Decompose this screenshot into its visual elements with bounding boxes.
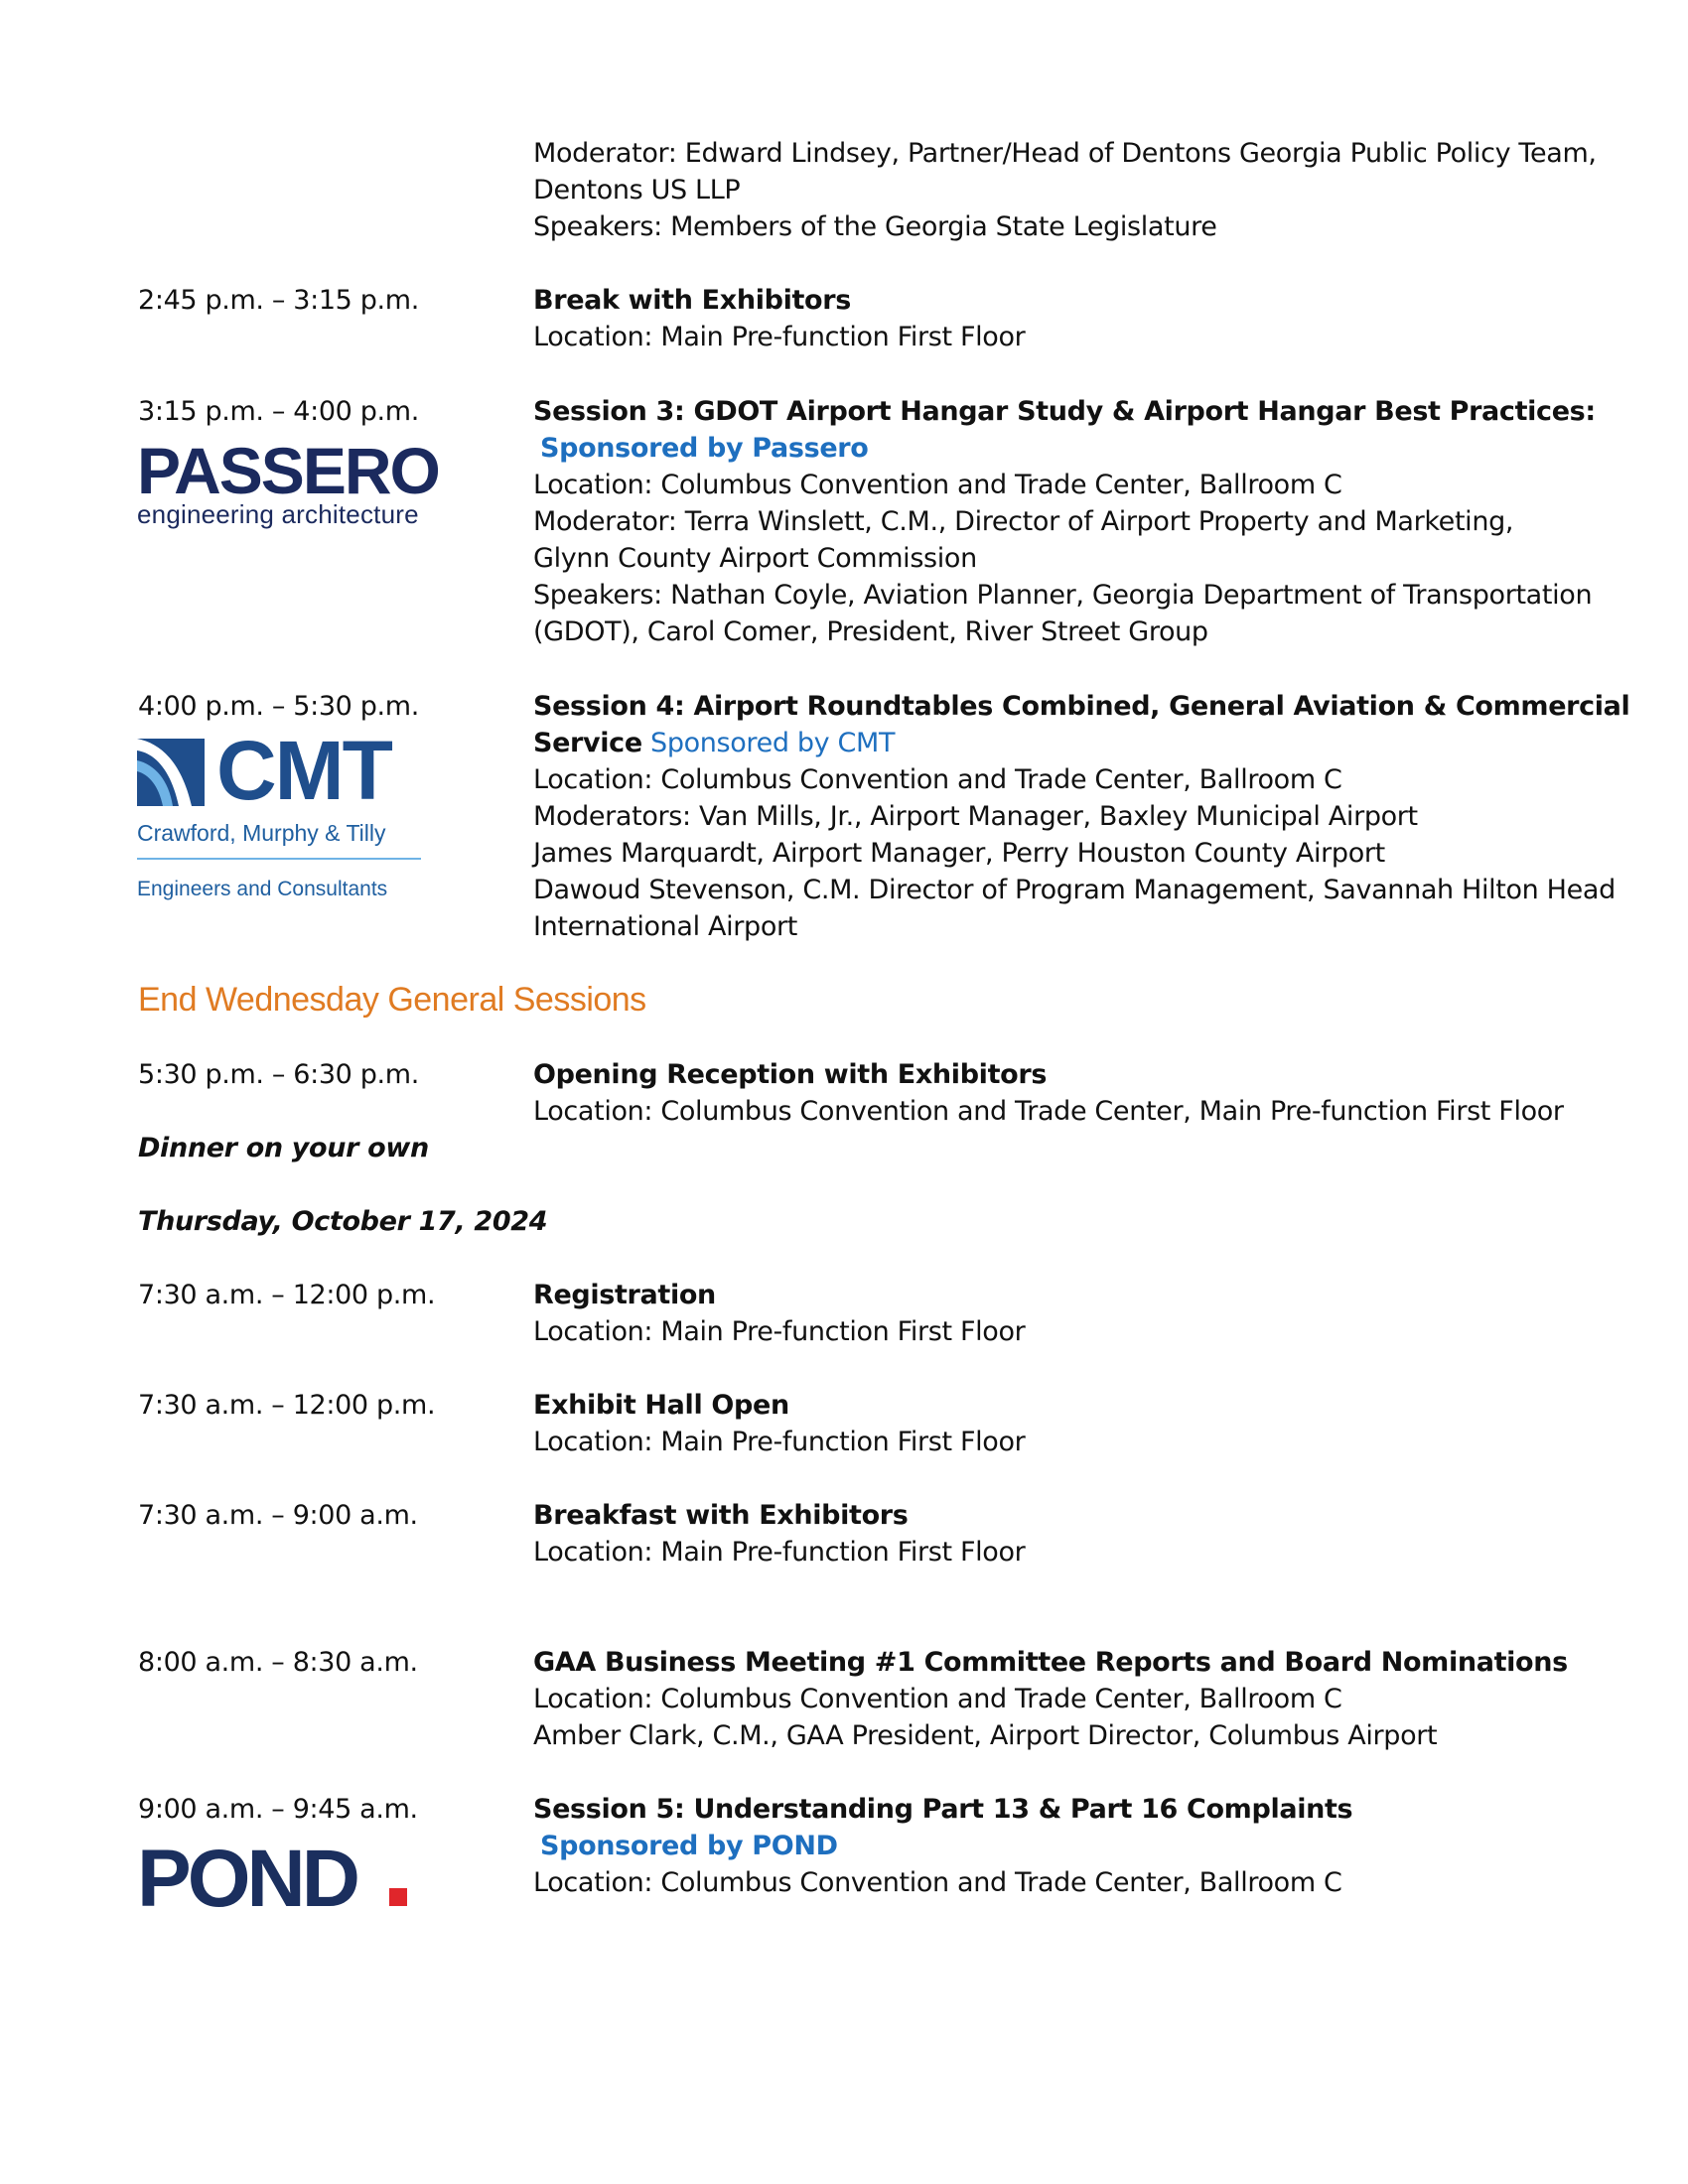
section-heading: End Wednesday General Sessions	[138, 981, 646, 1019]
cmt-divider	[137, 858, 421, 860]
passero-wordmark: PASSERO	[137, 434, 439, 507]
session4-location: Location: Columbus Convention and Trade Center, Ballroom C	[533, 764, 1342, 795]
session4-title-cont	[533, 725, 895, 761]
session4-moderator: Dawoud Stevenson, C.M. Director of Program Management, Savannah Hilton Head	[533, 875, 1616, 905]
business-time: 8:00 a.m. – 8:30 a.m.	[138, 1647, 418, 1678]
reception-time: 5:30 p.m. – 6:30 p.m.	[138, 1059, 419, 1090]
reception-location: Location: Columbus Convention and Trade Center, Main Pre-function First Floor	[533, 1096, 1564, 1127]
session3-location: Location: Columbus Convention and Trade Center, Ballroom C	[533, 470, 1342, 500]
breakfast-title: Breakfast with Exhibitors	[533, 1500, 909, 1531]
reception-title: Opening Reception with Exhibitors	[533, 1059, 1048, 1090]
break-title: Break with Exhibitors	[533, 285, 851, 316]
break-location: Location: Main Pre-function First Floor	[533, 322, 1026, 352]
cmt-subtitle: Engineers and Consultants	[137, 878, 388, 900]
session5-title: Session 5: Understanding Part 13 & Part 16 Complaints	[533, 1794, 1353, 1825]
pond-accent-square	[389, 1888, 407, 1906]
break-time: 2:45 p.m. – 3:15 p.m.	[138, 285, 419, 316]
session3-time: 3:15 p.m. – 4:00 p.m.	[138, 396, 419, 427]
moderator-line: Moderator: Edward Lindsey, Partner/Head of Dentons Georgia Public Policy Team,	[533, 138, 1597, 169]
cmt-logo	[137, 724, 425, 907]
session3-speakers: Speakers: Nathan Coyle, Aviation Planner, Georgia Department of Transportation	[533, 580, 1593, 611]
session4-moderator: Moderators: Van Mills, Jr., Airport Manager, Baxley Municipal Airport	[533, 801, 1418, 832]
cmt-wordmark: CMT	[216, 724, 391, 817]
speakers-line: Speakers: Members of the Georgia State Legislature	[533, 211, 1217, 242]
breakfast-location: Location: Main Pre-function First Floor	[533, 1537, 1026, 1568]
session3-moderator: Glynn County Airport Commission	[533, 543, 977, 574]
session3-speakers: (GDOT), Carol Comer, President, River Street Group	[533, 616, 1208, 647]
session4-sponsor: Sponsored by CMT	[650, 728, 896, 758]
moderator-line: Dentons US LLP	[533, 175, 741, 205]
pond-wordmark: POND	[137, 1834, 356, 1924]
session4-time: 4:00 p.m. – 5:30 p.m.	[138, 691, 419, 722]
session4-title: Session 4: Airport Roundtables Combined, General Aviation & Commercial	[533, 691, 1630, 722]
exhibit-title: Exhibit Hall Open	[533, 1390, 789, 1421]
dinner-note: Dinner on your own	[138, 1133, 429, 1163]
business-person: Amber Clark, C.M., GAA President, Airport Director, Columbus Airport	[533, 1720, 1438, 1751]
session3-title: Session 3: GDOT Airport Hangar Study & Airport Hangar Best Practices:	[533, 396, 1596, 427]
session5-time: 9:00 a.m. – 9:45 a.m.	[138, 1794, 418, 1825]
business-location: Location: Columbus Convention and Trade Center, Ballroom C	[533, 1684, 1342, 1714]
session3-moderator: Moderator: Terra Winslett, C.M., Director of Airport Property and Marketing,	[533, 506, 1514, 537]
session5-sponsor: Sponsored by POND	[540, 1831, 838, 1861]
passero-logo	[137, 434, 465, 530]
session4-title-line2: Service	[533, 728, 642, 758]
session4-moderator: International Airport	[533, 911, 797, 942]
day-heading: Thursday, October 17, 2024	[138, 1206, 548, 1237]
business-title: GAA Business Meeting #1 Committee Reports and Board Nominations	[533, 1647, 1568, 1678]
exhibit-location: Location: Main Pre-function First Floor	[533, 1427, 1026, 1457]
registration-title: Registration	[533, 1280, 716, 1310]
passero-tagline: engineering architecture	[137, 499, 419, 529]
cmt-fullname: Crawford, Murphy & Tilly	[137, 820, 386, 846]
breakfast-time: 7:30 a.m. – 9:00 a.m.	[138, 1500, 418, 1531]
registration-time: 7:30 a.m. – 12:00 p.m.	[138, 1280, 436, 1310]
registration-location: Location: Main Pre-function First Floor	[533, 1316, 1026, 1347]
session4-moderator: James Marquardt, Airport Manager, Perry Houston County Airport	[533, 838, 1385, 869]
session3-sponsor: Sponsored by Passero	[540, 433, 869, 464]
pond-logo	[137, 1834, 445, 1924]
session5-location: Location: Columbus Convention and Trade Center, Ballroom C	[533, 1867, 1342, 1898]
exhibit-time: 7:30 a.m. – 12:00 p.m.	[138, 1390, 436, 1421]
